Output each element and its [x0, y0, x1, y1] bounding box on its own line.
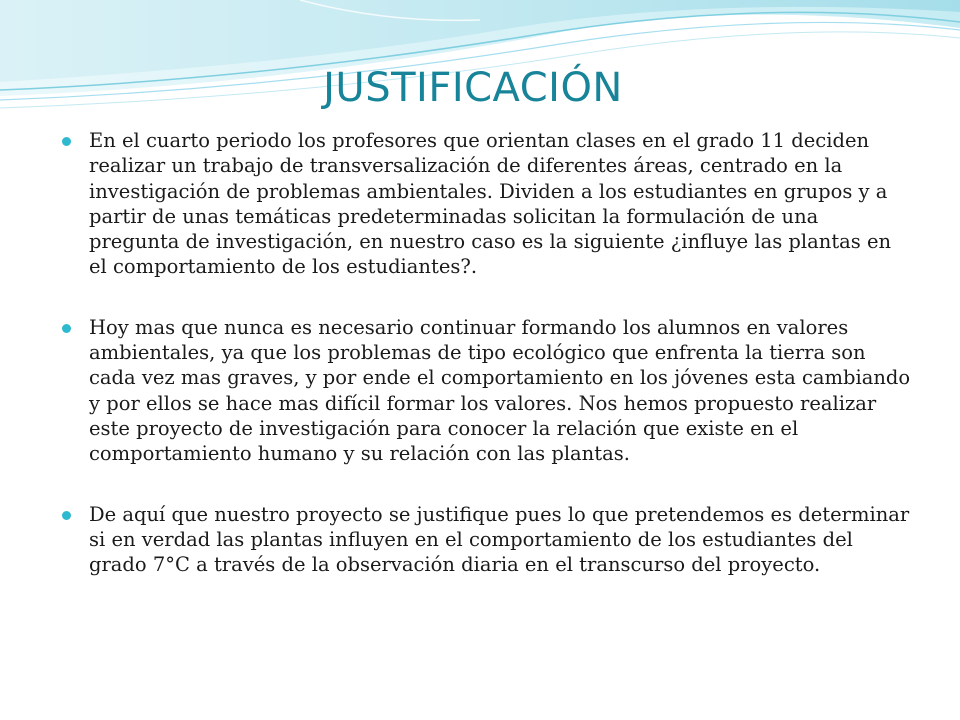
bullet-text: En el cuarto periodo los profesores que orientan clases en el grado 11 deciden realizar un trabajo de transversalización de diferentes áreas, centrado en la investigación de problemas ambientales. Dividen a los estudiantes en grupos y a partir de unas temáticas predeterminadas solicitan la formulación de una pregunta de investigación, en nuestro caso es la siguiente ¿influye las plantas en el comportamiento de los estudiantes?.: [89, 129, 892, 279]
bullet-item: [62, 502, 912, 578]
bullet-list: [62, 128, 912, 612]
bullet-item: [62, 315, 912, 467]
bullet-text: Hoy mas que nunca es necesario continuar formando los alumnos en valores ambientales, ya que los problemas de tipo ecológico que enfrenta la tierra son cada vez mas graves, y por ende el comportamiento en los jóvenes esta cambiando y por ellos se hace mas difícil formar los valores. Nos hemos propuesto realizar este proyecto de investigación para conocer la relación que existe en el comportamiento humano y su relación con las plantas.: [89, 315, 911, 466]
slide-title: JUSTIFICACIÓN: [323, 65, 623, 111]
bullet-dot-icon: [62, 511, 71, 520]
bullet-dot-icon: [62, 137, 71, 146]
bullet-dot-icon: [62, 324, 71, 333]
bullet-text: De aquí que nuestro proyecto se justifique pues lo que pretendemos es determinar si en verdad las plantas influyen en el comportamiento de los estudiantes del grado 7°C a través de la observación diaria en el transcurso del proyecto.: [89, 502, 910, 577]
bullet-item: [62, 128, 912, 280]
